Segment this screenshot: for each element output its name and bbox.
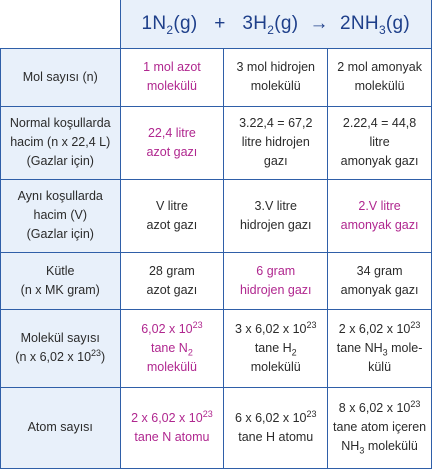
cell-same-n2: V litre azot gazı <box>120 179 224 252</box>
cell-mol-h2: 3 mol hidrojen molekülü <box>224 48 328 106</box>
cell-molecule-h2: 3 x 6,02 x $10^{23}$ tane $H_2$ molekülü <box>224 309 328 387</box>
table-row-mol <box>1 48 432 106</box>
row-label-mol: Mol sayısı (n) <box>1 48 121 106</box>
cell-normal-h2: 3.22,4 = 67,2 litre hidrojen gazı <box>224 106 328 179</box>
cell-molecule-n2: 6,02 x $10^{23}$ tane $N_2$ molekülü <box>120 309 224 387</box>
cell-atom-nh3: 8 x 6,02 x $10^{23}$ tane atom içeren $NH_3$ molekülü <box>328 387 432 468</box>
table-row-mass <box>1 252 432 309</box>
table-row-atom-count <box>1 387 432 468</box>
table-row-same-volume <box>1 179 432 252</box>
corner-cell <box>1 0 121 48</box>
product-state: (g) <box>385 13 411 35</box>
reactant-1: 1N <box>141 13 167 35</box>
cell-mass-n2: 28 gram azot gazı <box>120 252 224 309</box>
row-label-atom-count: Atom sayısı <box>1 387 121 468</box>
reaction-arrow: → <box>309 13 329 35</box>
reaction-equation <box>120 0 432 48</box>
cell-same-nh3: 2.V litre amonyak gazı <box>328 179 432 252</box>
reactant-2-subscript: 2 <box>267 23 275 38</box>
row-label-same-volume: Aynı koşullarda hacim (V) (Gazlar için) <box>1 179 121 252</box>
reactant-2: 3H <box>242 13 268 35</box>
reactant-1-state: (g) <box>173 13 198 35</box>
cell-normal-n2: 22,4 litre azot gazı <box>120 106 224 179</box>
table-row-normal-volume <box>1 106 432 179</box>
product-subscript: 3 <box>378 23 386 38</box>
cell-same-h2: 3.V litre hidrojen gazı <box>224 179 328 252</box>
reactant-1-subscript: 2 <box>166 23 174 38</box>
product: 2NH <box>340 13 379 35</box>
row-label-mass: Kütle (n x MK gram) <box>1 252 121 309</box>
cell-atom-h2: 6 x 6,02 x $10^{23}$ tane H atomu <box>224 387 328 468</box>
reactant-2-state: (g) <box>274 13 299 35</box>
cell-normal-nh3: 2.22,4 = 44,8 litre amonyak gazı <box>328 106 432 179</box>
cell-mol-n2: 1 mol azot molekülü <box>120 48 224 106</box>
equation-row <box>1 0 432 48</box>
row-label-molecule-count: Molekül sayısı (n x 6,02 x $10^{23}$) <box>1 309 121 387</box>
cell-mass-nh3: 34 gram amonyak gazı <box>328 252 432 309</box>
cell-molecule-nh3: 2 x 6,02 x $10^{23}$ tane $NH_3$ mole- külü <box>328 309 432 387</box>
cell-atom-n2: 2 x 6,02 x $10^{23}$ tane N atomu <box>120 387 224 468</box>
row-label-normal-volume: Normal koşullarda hacim (n x 22,4 L) (Gazlar için) <box>1 106 121 179</box>
cell-mol-nh3: 2 mol amonyak molekülü <box>328 48 432 106</box>
plus-sign: + <box>214 13 226 35</box>
table-row-molecule-count <box>1 309 432 387</box>
cell-mass-h2: 6 gram hidrojen gazı <box>224 252 328 309</box>
